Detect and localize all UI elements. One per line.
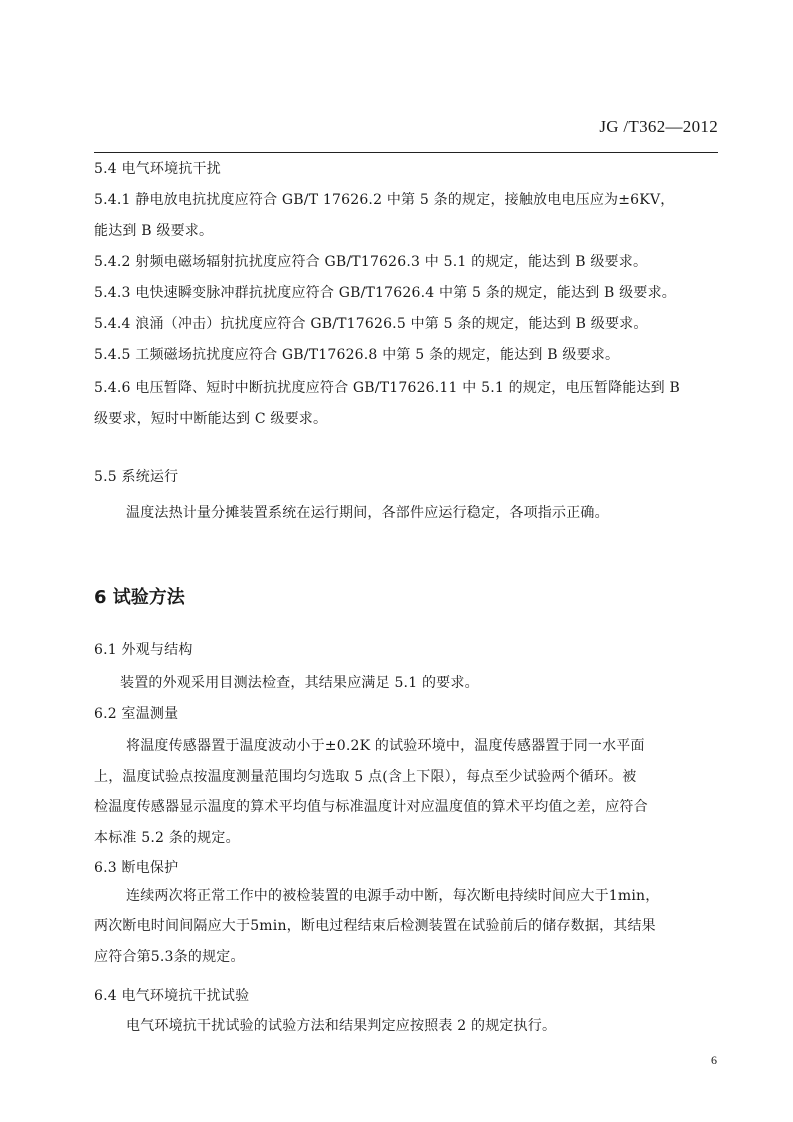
clause-5-4-6-line-1: 5.4.6 电压暂降、短时中断抗扰度应符合 GB/T17626.11 中 5.1 的规定，电压暂降能达到 B xyxy=(94,380,681,396)
section-6-4-title: 6.4 电气环境抗干扰试验 xyxy=(94,988,250,1004)
clause-5-4-6-line-2: 级要求，短时中断能达到 C 级要求。 xyxy=(94,411,328,427)
section-6-3-line-3: 应符合第5.3条的规定。 xyxy=(94,949,245,965)
section-5-5-title: 5.5 系统运行 xyxy=(94,469,179,485)
section-6-4-body: 电气环境抗干扰试验的试验方法和结果判定应按照表 2 的规定执行。 xyxy=(126,1018,557,1034)
section-6-2-line-3: 检温度传感器显示温度的算术平均值与标准温度计对应温度值的算术平均值之差，应符合 xyxy=(94,799,648,815)
section-6-2-line-2: 上，温度试验点按温度测量范围均匀选取 5 点(含上下限），每点至少试验两个循环。被 xyxy=(94,769,637,785)
section-6-3-line-1: 连续两次将正常工作中的被检装置的电源手动中断，每次断电持续时间应大于1min， xyxy=(126,888,660,904)
section-6-2-title: 6.2 室温测量 xyxy=(94,706,179,722)
section-5-4-title: 5.4 电气环境抗干扰 xyxy=(94,161,221,177)
clause-5-4-3: 5.4.3 电快速瞬变脉冲群抗扰度应符合 GB/T17626.4 中第 5 条的规定，能达到 B 级要求。 xyxy=(94,285,676,301)
clause-5-4-1-line-1: 5.4.1 静电放电抗扰度应符合 GB/T 17626.2 中第 5 条的规定，接触放电电压应为±6KV， xyxy=(94,192,675,208)
clause-5-4-1-line-2: 能达到 B 级要求。 xyxy=(94,223,214,239)
section-5-5-body: 温度法热计量分摊装置系统在运行期间，各部件应运行稳定，各项指示正确。 xyxy=(126,505,609,521)
chapter-6-title: 6 试验方法 xyxy=(94,587,185,608)
header-rule xyxy=(94,152,718,153)
section-6-1-body: 装置的外观采用目测法检查，其结果应满足 5.1 的要求。 xyxy=(120,675,479,691)
section-6-3-title: 6.3 断电保护 xyxy=(94,860,179,876)
clause-5-4-5: 5.4.5 工频磁场抗扰度应符合 GB/T17626.8 中第 5 条的规定，能达到 B 级要求。 xyxy=(94,347,620,363)
page-number: 6 xyxy=(711,1053,717,1067)
section-6-2-line-4: 本标准 5.2 条的规定。 xyxy=(94,830,240,846)
section-6-1-title: 6.1 外观与结构 xyxy=(94,642,193,658)
standard-code: JG /T362—2012 xyxy=(599,117,718,136)
clause-5-4-2: 5.4.2 射频电磁场辐射抗扰度应符合 GB/T17626.3 中 5.1 的规定，能达到 B 级要求。 xyxy=(94,254,648,270)
section-6-3-line-2: 两次断电时间间隔应大于5min，断电过程结束后检测装置在试验前后的储存数据，其结果 xyxy=(94,918,656,934)
clause-5-4-4: 5.4.4 浪涌（冲击）抗扰度应符合 GB/T17626.5 中第 5 条的规定，能达到 B 级要求。 xyxy=(94,316,648,332)
section-6-2-line-1: 将温度传感器置于温度波动小于±0.2K 的试验环境中，温度传感器置于同一水平面 xyxy=(126,738,645,754)
